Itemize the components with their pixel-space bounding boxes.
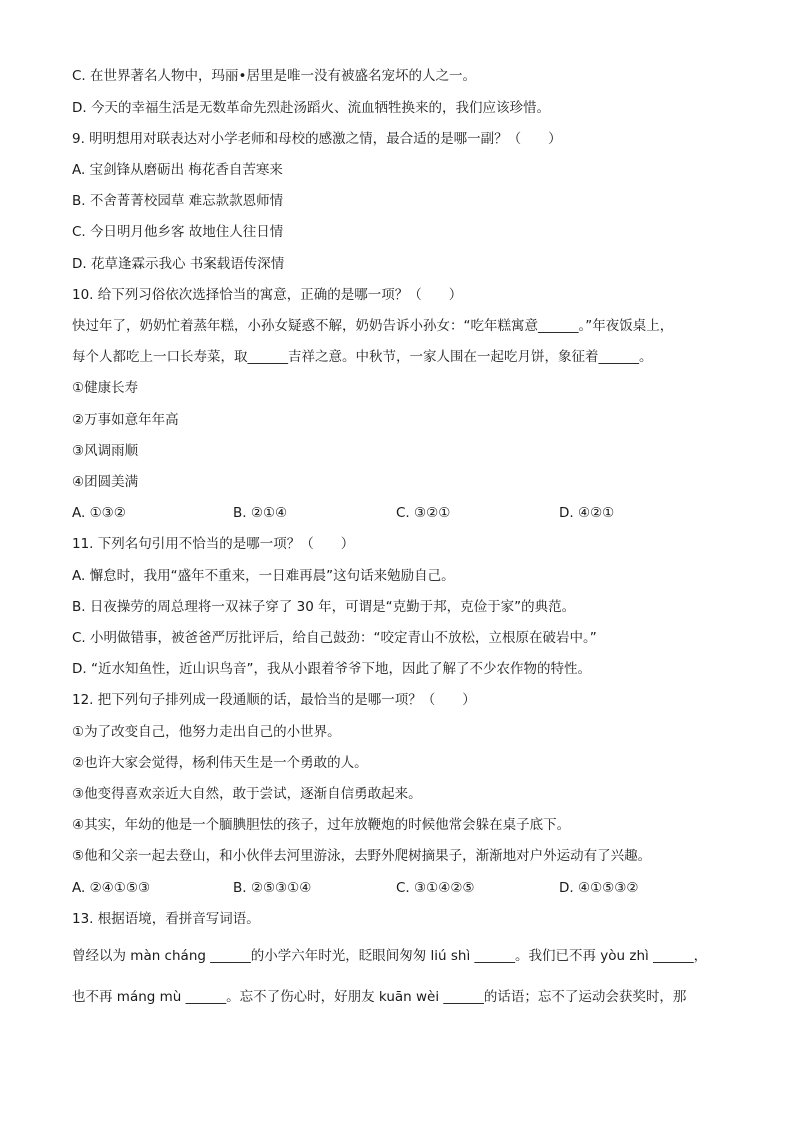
q12-sentence-5: ⑤他和父亲一起去登山，和小伙伴去河里游泳，去野外爬树摘果子，渐渐地对户外运动有了兴趣。 <box>72 848 652 864</box>
q10-option-c: C. ③②① <box>396 505 451 521</box>
q12-sentence-4: ④其实，年幼的他是一个腼腆胆怯的孩子，过年放鞭炮的时候他常会躲在桌子底下。 <box>72 817 571 833</box>
q12-option-b: B. ②⑤③①④ <box>233 880 312 896</box>
q13-paragraph-line-2: 也不再 máng mù ______。忘不了伤心时，好朋友 kuān wèi ______的话语；忘不了运动会获奖时，那 <box>72 989 687 1005</box>
q11-stem: 11. 下列名句引用不恰当的是哪一项？（ ） <box>72 536 355 552</box>
q11-option-d: D. “近水知鱼性，近山识鸟音”，我从小跟着爷爷下地，因此了解了不少农作物的特性。 <box>72 661 591 677</box>
q9-option-d: D. 花草逢霖示我心 书案载语传深情 <box>72 256 285 272</box>
q10-stem: 10. 给下列习俗依次选择恰当的寓意，正确的是哪一项？（ ） <box>72 287 463 303</box>
q12-option-d: D. ④①⑤③② <box>559 880 639 896</box>
q10-item-2: ②万事如意年年高 <box>72 412 179 428</box>
q13-paragraph-line-1: 曾经以为 màn cháng ______的小学六年时光，眨眼间匆匆 liú shì ______。我们已不再 yòu zhì ______， <box>72 948 708 964</box>
q12-sentence-3: ③他变得喜欢亲近大自然，敢于尝试，逐渐自信勇敢起来。 <box>72 786 422 802</box>
q10-item-1: ①健康长寿 <box>72 380 139 396</box>
q12-option-a: A. ②④①⑤③ <box>72 880 151 896</box>
q11-option-a: A. 懈怠时，我用“盛年不重来，一日难再晨”这句话来勉励自己。 <box>72 568 455 584</box>
q9-option-a: A. 宝剑锋从磨砺出 梅花香自苦寒来 <box>72 162 283 178</box>
q12-sentence-2: ②也许大家会觉得，杨利伟天生是一个勇敢的人。 <box>72 755 368 771</box>
q9-stem: 9. 明明想用对联表达对小学老师和母校的感激之情，最合适的是哪一副？（ ） <box>72 131 562 147</box>
q11-option-b: B. 日夜操劳的周总理将一双袜子穿了 30 年，可谓是“克勤于邦，克俭于家”的典范。 <box>72 599 576 615</box>
q9-option-c: C. 今日明月他乡客 故地住人往日情 <box>72 224 284 240</box>
q12-stem: 12. 把下列句子排列成一段通顺的话，最恰当的是哪一项？（ ） <box>72 692 476 708</box>
q12-sentence-1: ①为了改变自己，他努力走出自己的小世界。 <box>72 724 341 740</box>
q10-option-a: A. ①③② <box>72 505 126 521</box>
q13-stem: 13. 根据语境，看拼音写词语。 <box>72 911 260 927</box>
q8-option-c: C. 在世界著名人物中，玛丽•居里是唯一没有被盛名宠坏的人之一。 <box>72 68 476 84</box>
q8-option-d: D. 今天的幸福生活是无数革命先烈赴汤蹈火、流血牺牲换来的，我们应该珍惜。 <box>72 100 550 116</box>
q11-option-c: C. 小明做错事，被爸爸严厉批评后，给自己鼓劲：“咬定青山不放松，立根原在破岩中。” <box>72 630 597 646</box>
q10-option-d: D. ④②① <box>559 505 615 521</box>
q10-item-3: ③风调雨顺 <box>72 443 139 459</box>
q12-option-c: C. ③①④②⑤ <box>396 880 475 896</box>
q10-item-4: ④团圆美满 <box>72 474 139 490</box>
q10-paragraph-line-1: 快过年了，奶奶忙着蒸年糕，小孙女疑惑不解，奶奶告诉小孙女：“吃年糕寓意______。”年夜饭桌上， <box>72 318 674 334</box>
q10-option-b: B. ②①④ <box>233 505 288 521</box>
q10-paragraph-line-2: 每个人都吃上一口长寿菜，取______吉祥之意。中秋节，一家人围在一起吃月饼，象征着______。 <box>72 349 653 365</box>
q9-option-b: B. 不舍菁菁校园草 难忘款款恩师情 <box>72 193 284 209</box>
